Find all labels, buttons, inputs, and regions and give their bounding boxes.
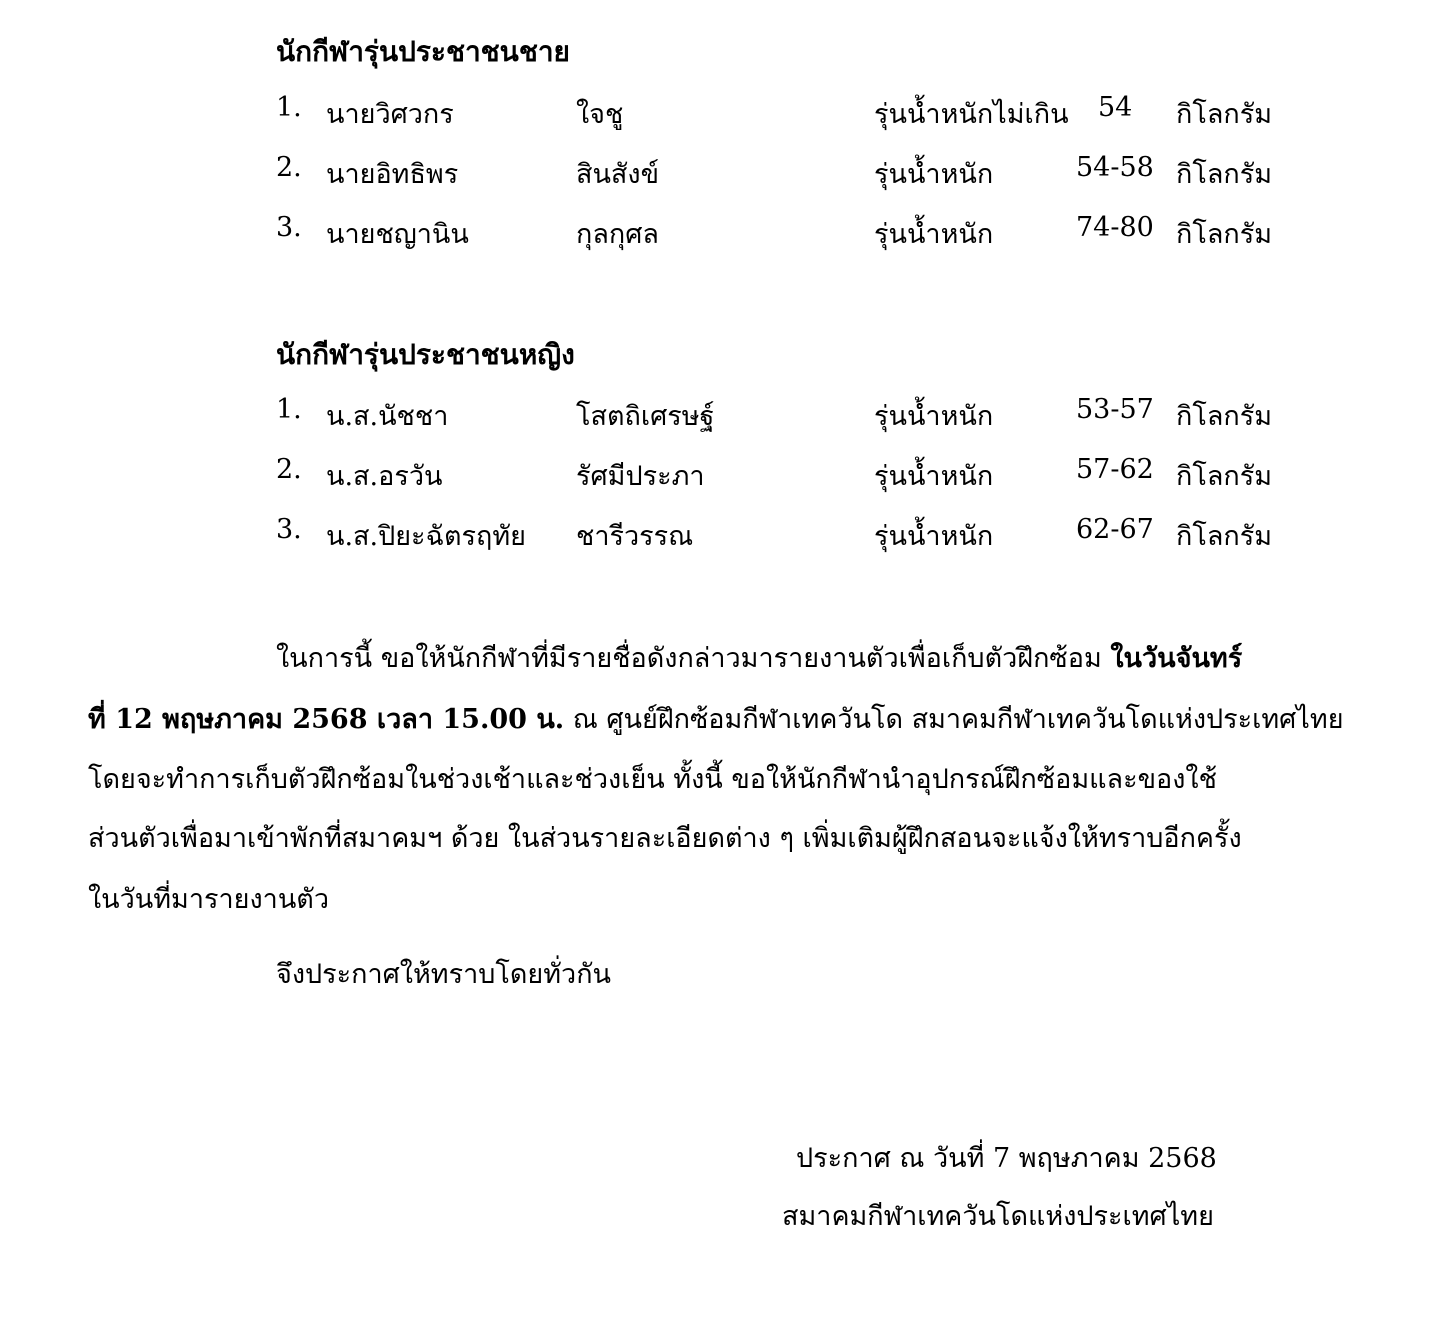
- body-paragraph-line-4: ส่วนตัวเพื่อมาเข้าพักที่สมาคมฯ ด้วย ในส่วนรายละเอียดต่าง ๆ เพิ่มเติมผู้ฝึกสอนจะแจ้งให้ทราบอีกครั้ง: [88, 823, 1242, 854]
- athlete-weight-range: 54-58: [1076, 152, 1154, 183]
- athlete-weight-range: 54: [1098, 92, 1133, 123]
- athlete-row: [0, 514, 1429, 554]
- athlete-row: [0, 152, 1429, 192]
- athlete-weight-range: 74-80: [1076, 212, 1154, 243]
- closing-statement: จึงประกาศให้ทราบโดยทั่วกัน: [276, 959, 611, 990]
- athlete-weight-unit: กิโลกรัม: [1176, 401, 1273, 432]
- athlete-weight-class: รุ่นน้ำหนัก: [874, 401, 994, 432]
- athlete-first-name: นายอิทธิพร: [326, 159, 459, 190]
- athlete-last-name: สินสังข์: [576, 159, 660, 190]
- athlete-number: 3.: [276, 212, 302, 243]
- body-text-bold: ที่ 12 พฤษภาคม 2568 เวลา 15.00 น.: [88, 704, 565, 735]
- body-text: ในการนี้ ขอให้นักกีฬาที่มีรายชื่อดังกล่าวมารายงานตัวเพื่อเก็บตัวฝึกซ้อม: [276, 643, 1111, 674]
- athlete-weight-range: 53-57: [1076, 394, 1154, 425]
- athlete-weight-range: 57-62: [1076, 454, 1154, 485]
- athlete-first-name: น.ส.ปิยะฉัตรฤทัย: [326, 521, 526, 552]
- athlete-first-name: นายวิศวกร: [326, 99, 454, 130]
- athlete-row: [0, 212, 1429, 252]
- athlete-weight-class: รุ่นน้ำหนัก: [874, 521, 994, 552]
- athlete-row: [0, 454, 1429, 494]
- athlete-last-name: ชารีวรรณ: [576, 521, 694, 552]
- athlete-weight-class: รุ่นน้ำหนัก: [874, 461, 994, 492]
- athlete-weight-unit: กิโลกรัม: [1176, 159, 1273, 190]
- athlete-row: [0, 394, 1429, 434]
- athlete-row: [0, 92, 1429, 132]
- athlete-weight-unit: กิโลกรัม: [1176, 461, 1273, 492]
- athlete-weight-unit: กิโลกรัม: [1176, 219, 1273, 250]
- athlete-last-name: กุลกุศล: [576, 219, 659, 250]
- athlete-first-name: นายชญานิน: [326, 219, 469, 250]
- athlete-weight-unit: กิโลกรัม: [1176, 521, 1273, 552]
- athlete-weight-class: รุ่นน้ำหนักไม่เกิน: [874, 99, 1069, 130]
- athlete-number: 3.: [276, 514, 302, 545]
- athlete-weight-class: รุ่นน้ำหนัก: [874, 219, 994, 250]
- athlete-first-name: น.ส.นัชชา: [326, 401, 449, 432]
- body-text: ณ ศูนย์ฝึกซ้อมกีฬาเทควันโด สมาคมกีฬาเทควันโดแห่งประเทศไทย: [564, 704, 1344, 735]
- body-paragraph-line-1: [276, 636, 1242, 679]
- body-paragraph-line-3: โดยจะทำการเก็บตัวฝึกซ้อมในช่วงเช้าและช่วงเย็น ทั้งนี้ ขอให้นักกีฬานำอุปกรณ์ฝึกซ้อมและของใช้: [88, 764, 1217, 795]
- body-paragraph-line-5: ในวันที่มารายงานตัว: [88, 884, 329, 915]
- athlete-last-name: รัศมีประภา: [576, 461, 705, 492]
- athlete-weight-class: รุ่นน้ำหนัก: [874, 159, 994, 190]
- athlete-first-name: น.ส.อรวัน: [326, 461, 443, 492]
- athlete-number: 1.: [276, 394, 302, 425]
- athlete-number: 2.: [276, 152, 302, 183]
- athlete-last-name: โสตถิเศรษฐ์: [576, 401, 715, 432]
- athlete-last-name: ใจชู: [576, 99, 624, 130]
- athlete-number: 1.: [276, 92, 302, 123]
- athlete-weight-range: 62-67: [1076, 514, 1154, 545]
- body-paragraph-line-2: [88, 697, 1344, 740]
- issuing-organization: สมาคมกีฬาเทควันโดแห่งประเทศไทย: [782, 1201, 1214, 1232]
- athlete-weight-unit: กิโลกรัม: [1176, 99, 1273, 130]
- women-section-heading: นักกีฬารุ่นประชาชนหญิง: [276, 338, 575, 371]
- men-section-heading: นักกีฬารุ่นประชาชนชาย: [276, 35, 570, 68]
- body-text-bold: ในวันจันทร์: [1110, 643, 1243, 674]
- announcement-date: ประกาศ ณ วันที่ 7 พฤษภาคม 2568: [796, 1143, 1217, 1174]
- athlete-number: 2.: [276, 454, 302, 485]
